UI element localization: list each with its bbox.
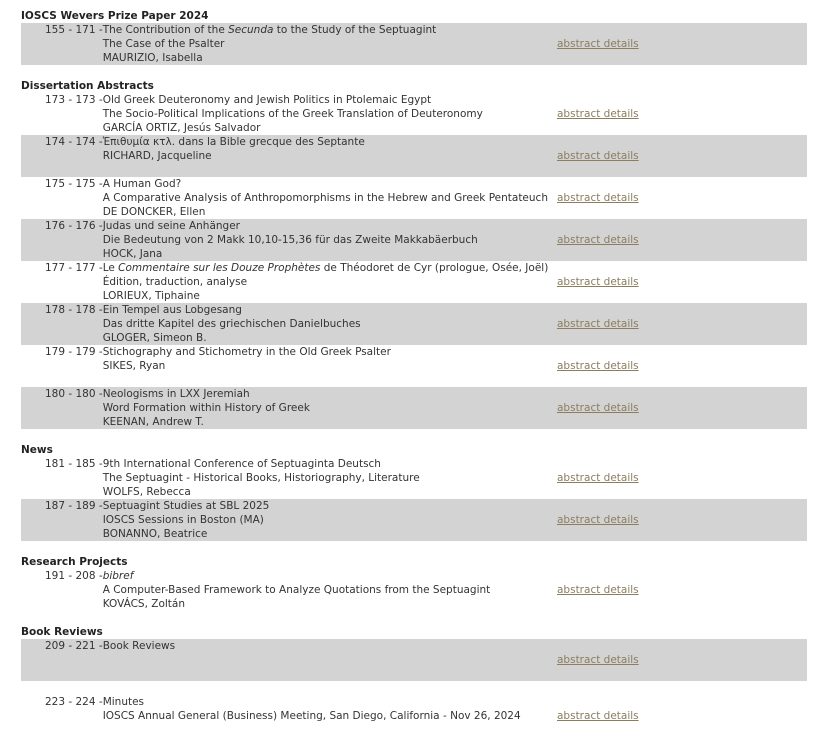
article-title[interactable]: 9th International Conference of Septuaginta Deutsch [102,458,381,470]
abstract-details-link[interactable]: abstract details [557,150,639,162]
article-author: DE DONCKER, Ellen [102,206,206,218]
section-heading: Research Projects [21,556,128,568]
article-title[interactable]: A Human God? [102,178,182,190]
toc-entry [21,261,807,303]
page-range: 223 - 224 - [45,696,103,708]
page-range: 209 - 221 - [45,640,103,652]
article-author: BONANNO, Beatrice [102,528,208,540]
section-heading: News [21,444,53,456]
abstract-details-link[interactable]: abstract details [557,584,639,596]
abstract-details-link[interactable]: abstract details [557,654,639,666]
article-author: RICHARD, Jacqueline [102,150,212,162]
abstract-details-link[interactable]: abstract details [557,108,639,120]
abstract-details-link[interactable]: abstract details [557,192,639,204]
abstract-details-link[interactable]: abstract details [557,234,639,246]
page-range: 176 - 176 - [45,220,103,232]
abstract-details-link[interactable]: abstract details [557,710,639,722]
article-subtitle: Word Formation within History of Greek [102,402,310,414]
article-subtitle: The Case of the Psalter [102,38,225,50]
section-heading: Dissertation Abstracts [21,80,154,92]
article-subtitle: The Socio-Political Implications of the Greek Translation of Deuteronomy [102,108,483,120]
abstract-details-link[interactable]: abstract details [557,38,639,50]
article-title[interactable]: Neologisms in LXX Jeremiah [102,388,250,400]
page-range: 174 - 174 - [45,136,103,148]
article-subtitle: A Comparative Analysis of Anthropomorphisms in the Hebrew and Greek Pentateuch [102,192,548,204]
abstract-details-link[interactable]: abstract details [557,402,639,414]
article-author: MAURIZIO, Isabella [102,52,203,64]
article-author: GLOGER, Simeon B. [102,332,207,344]
article-author: HOCK, Jana [102,248,163,260]
article-title[interactable]: Stichography and Stichometry in the Old Greek Psalter [102,346,391,358]
toc-entry [21,387,807,429]
article-title[interactable]: bibref [102,570,134,582]
page-range: 155 - 171 - [45,24,103,36]
article-author: LORIEUX, Tiphaine [102,290,200,302]
toc-entry [21,345,807,387]
toc-entry [21,93,807,135]
page-range: 177 - 177 - [45,262,103,274]
article-subtitle: Die Bedeutung von 2 Makk 10,10-15,36 für das Zweite Makkabäerbuch [102,234,478,246]
article-title[interactable]: Book Reviews [102,640,176,652]
article-subtitle: IOSCS Annual General (Business) Meeting, San Diego, California - Nov 26, 2024 [102,710,521,722]
toc-entry [21,695,807,737]
article-author: GARCÍA ORTIZ, Jesús Salvador [102,122,261,134]
toc-entry [21,639,807,681]
article-author: WOLFS, Rebecca [102,486,191,498]
article-author: SIKES, Ryan [102,360,166,372]
abstract-details-link[interactable]: abstract details [557,472,639,484]
page-range: 175 - 175 - [45,178,103,190]
toc-entry [21,457,807,499]
abstract-details-link[interactable]: abstract details [557,318,639,330]
toc-entry [21,499,807,541]
page-range: 179 - 179 - [45,346,103,358]
article-title[interactable]: Ein Tempel aus Lobgesang [102,304,242,316]
toc-entry [21,177,807,219]
article-title[interactable]: Ἐπιθυμία κτλ. dans la Bible grecque des Septante [102,136,365,148]
article-title[interactable]: The Contribution of the Secunda to the Study of the Septuagint [102,24,437,36]
abstract-details-link[interactable]: abstract details [557,360,639,372]
page-range: 187 - 189 - [45,500,103,512]
article-subtitle: IOSCS Sessions in Boston (MA) [102,514,264,526]
article-title[interactable]: Judas und seine Anhänger [102,220,240,232]
article-title[interactable]: Minutes [102,696,145,708]
abstract-details-link[interactable]: abstract details [557,276,639,288]
toc-entry [21,219,807,261]
article-subtitle: The Septuagint - Historical Books, Historiography, Literature [102,472,420,484]
article-title[interactable]: Le Commentaire sur les Douze Prophètes de Théodoret de Cyr (prologue, Osée, Joël) [102,262,549,274]
section-heading: IOSCS Wevers Prize Paper 2024 [21,10,209,22]
toc-entry [21,303,807,345]
toc-entry [21,135,807,177]
article-subtitle: A Computer-Based Framework to Analyze Quotations from the Septuagint [102,584,491,596]
toc-entry [21,569,807,611]
toc-entry [21,23,807,65]
article-subtitle: Édition, traduction, analyse [102,276,248,288]
page-range: 181 - 185 - [45,458,103,470]
page-range: 191 - 208 - [45,570,103,582]
article-title[interactable]: Old Greek Deuteronomy and Jewish Politics in Ptolemaic Egypt [102,94,432,106]
page-range: 173 - 173 - [45,94,103,106]
article-subtitle: Das dritte Kapitel des griechischen Danielbuches [102,318,361,330]
article-author: KEENAN, Andrew T. [102,416,204,428]
page-range: 180 - 180 - [45,388,103,400]
article-author: KOVÁCS, Zoltán [102,598,186,610]
article-title[interactable]: Septuagint Studies at SBL 2025 [102,500,270,512]
abstract-details-link[interactable]: abstract details [557,514,639,526]
page-range: 178 - 178 - [45,304,103,316]
section-heading: Book Reviews [21,626,103,638]
